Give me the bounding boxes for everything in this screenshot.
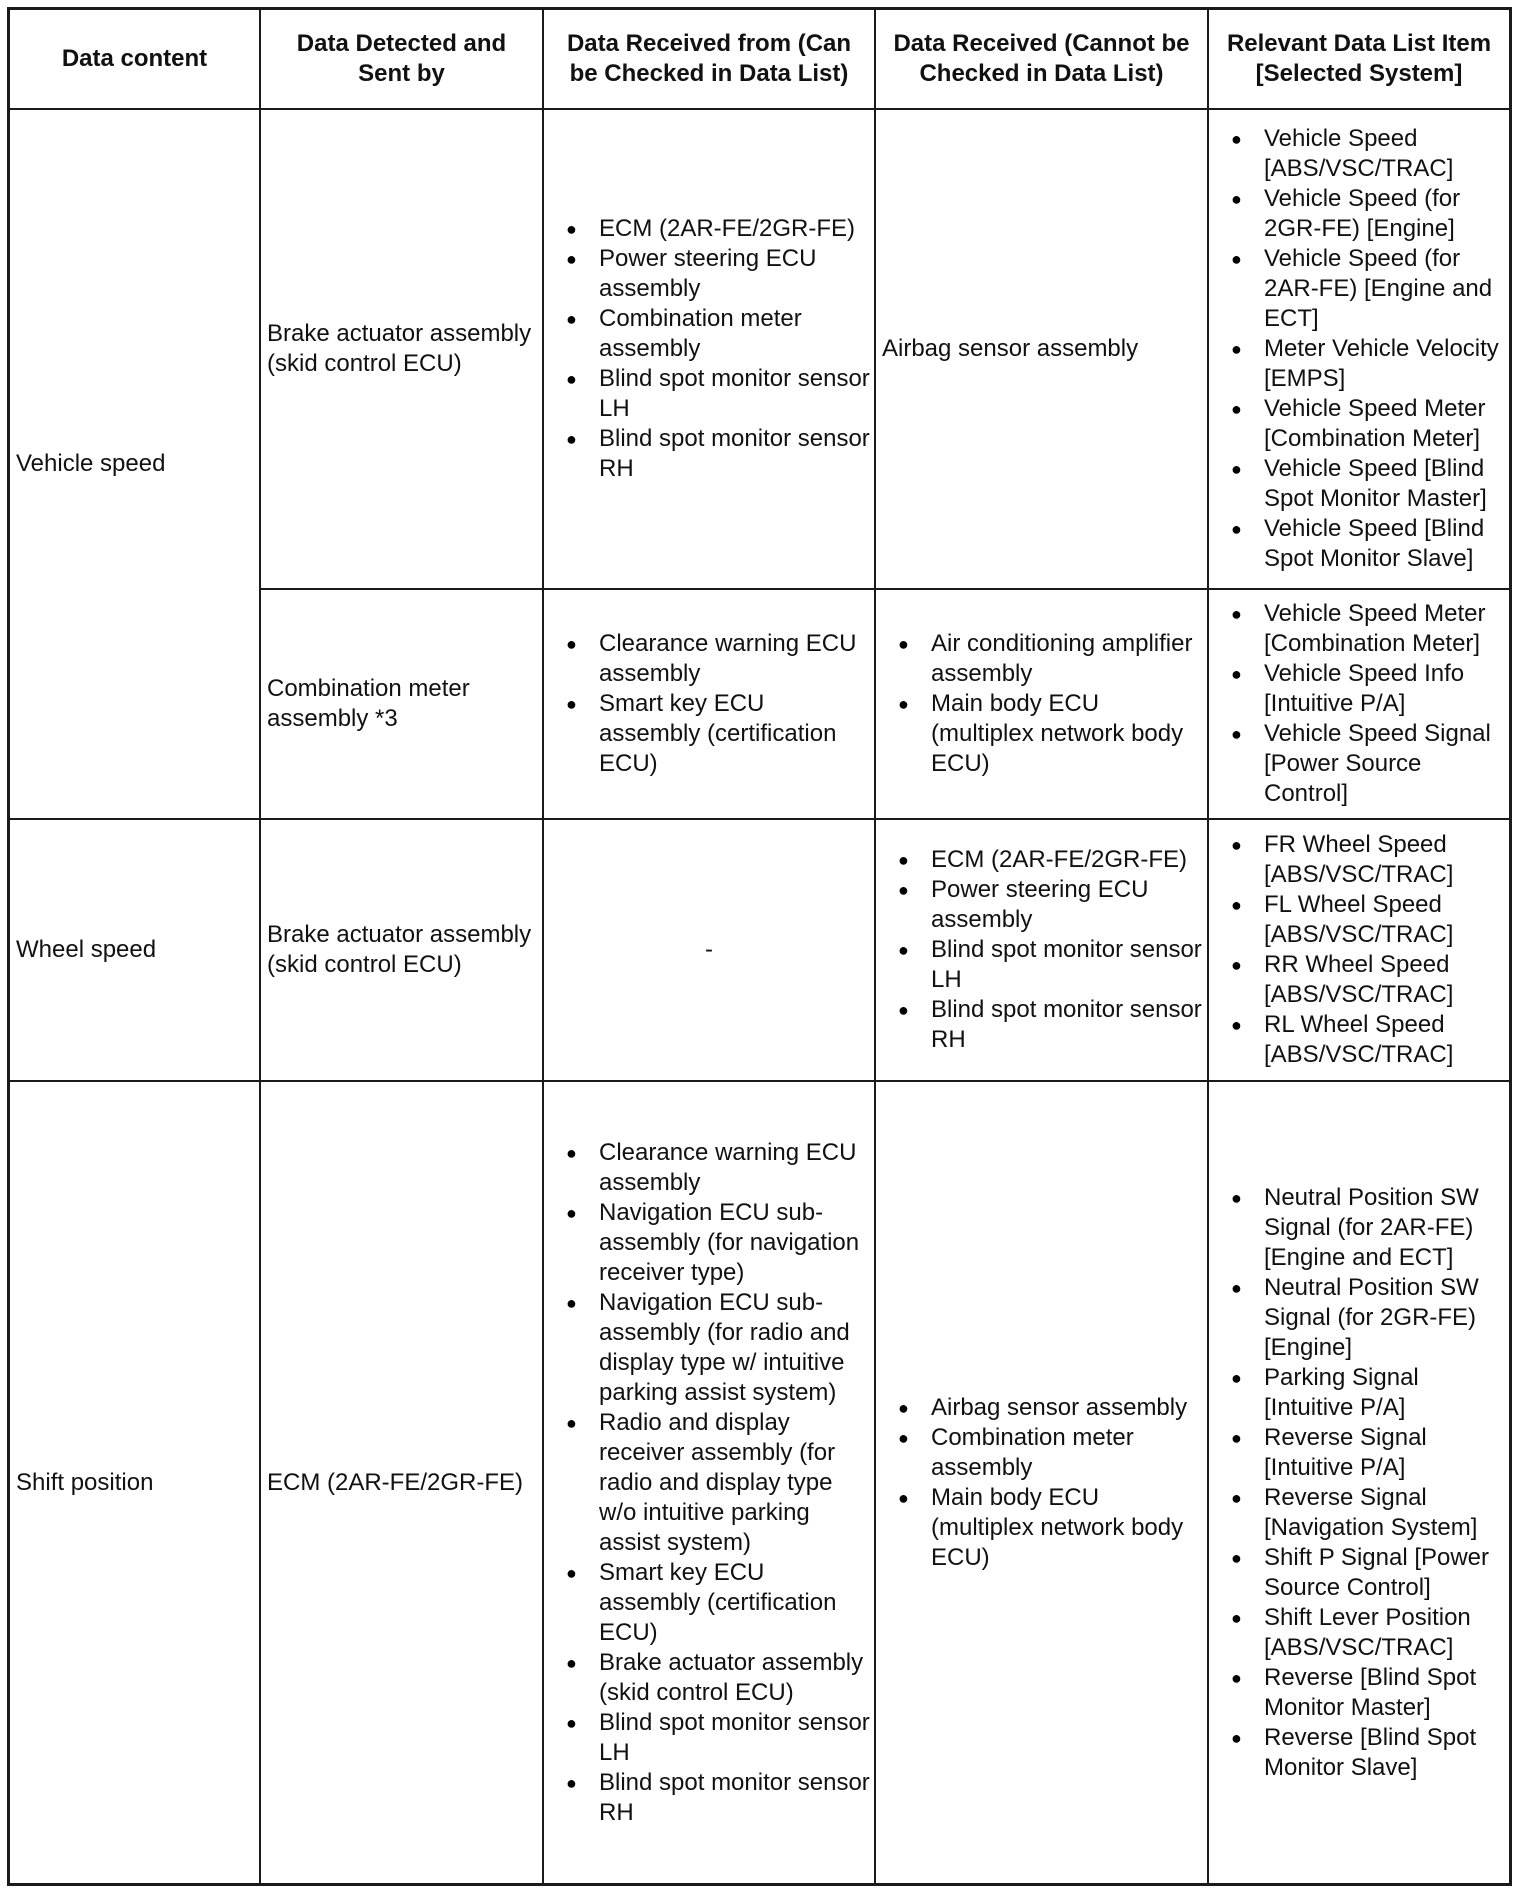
vehicle-speed-checkable-1-list bbox=[566, 214, 870, 484]
list-item bbox=[898, 875, 1203, 935]
list-item bbox=[566, 304, 870, 364]
list-item-text: ● Clearance warning ECU assembly bbox=[599, 630, 857, 687]
header-received-checkable bbox=[544, 10, 874, 108]
list-item-text: ● ECM (2AR-FE/2GR-FE) bbox=[599, 215, 856, 242]
header-data-content bbox=[10, 10, 259, 108]
wheel-speed-checkable-text: - bbox=[705, 936, 713, 963]
list-item bbox=[1231, 1543, 1505, 1603]
list-item bbox=[1231, 1423, 1505, 1483]
list-item-text: ● Vehicle Speed Meter [Combination Meter] bbox=[1264, 600, 1486, 657]
list-item-text: ● Clearance warning ECU assembly bbox=[599, 1138, 857, 1196]
vehicle-speed-uncheckable-1-text: Airbag sensor assembly bbox=[882, 335, 1139, 362]
list-item bbox=[1231, 599, 1505, 659]
list-item bbox=[1231, 1010, 1505, 1070]
list-item bbox=[566, 689, 870, 779]
list-item bbox=[566, 244, 870, 304]
list-item bbox=[566, 424, 870, 484]
shift-position-detected-by-text: ECM (2AR-FE/2GR-FE) bbox=[267, 1468, 524, 1496]
vehicle-speed-detected-by-1 bbox=[261, 110, 542, 588]
list-item bbox=[1231, 1723, 1505, 1783]
list-item bbox=[1231, 950, 1505, 1010]
vehicle-speed-checkable-2 bbox=[544, 590, 874, 818]
vehicle-speed-relevant-2 bbox=[1209, 590, 1509, 818]
shift-position-checkable bbox=[544, 1082, 874, 1883]
table-border-bottom bbox=[7, 1883, 1512, 1886]
list-item-text: ● Navigation ECU sub-assembly (for radio and display type w/ intuitive parking assist system) bbox=[599, 1288, 850, 1406]
list-item bbox=[566, 364, 870, 424]
list-item bbox=[1231, 334, 1505, 394]
list-item bbox=[1231, 514, 1505, 574]
shift-position-relevant bbox=[1209, 1082, 1509, 1883]
list-item-text: ● Blind spot monitor sensor LH bbox=[599, 1708, 870, 1766]
shift-position-relevant-list bbox=[1231, 1183, 1505, 1783]
list-item bbox=[1231, 124, 1505, 184]
list-item bbox=[1231, 830, 1505, 890]
wheel-speed-checkable bbox=[544, 820, 874, 1080]
list-item-text: ● RL Wheel Speed [ABS/VSC/TRAC] bbox=[1264, 1011, 1454, 1068]
list-item bbox=[566, 1198, 870, 1288]
header-relevant-item bbox=[1209, 10, 1509, 108]
list-item-text: ● Main body ECU (multiplex network body ECU) bbox=[931, 1483, 1184, 1571]
list-item bbox=[898, 935, 1203, 995]
list-item-text: ● Neutral Position SW Signal (for 2AR-FE) [Engine and ECT] bbox=[1264, 1183, 1479, 1271]
list-item bbox=[1231, 1273, 1505, 1363]
list-item bbox=[898, 1393, 1203, 1423]
header-detected-by-label: Data Detected and Sent by bbox=[296, 30, 507, 87]
shift-position-checkable-list bbox=[566, 1138, 870, 1828]
shift-position-content-text: Shift position bbox=[16, 1468, 154, 1496]
vehicle-speed-relevant-1-list bbox=[1231, 124, 1505, 574]
vehicle-speed-uncheckable-1 bbox=[876, 110, 1207, 588]
list-item bbox=[566, 1288, 870, 1408]
header-received-checkable-label: Data Received from (Can be Checked in Data List) bbox=[566, 30, 852, 87]
list-item bbox=[1231, 1603, 1505, 1663]
list-item-text: ● Blind spot monitor sensor LH bbox=[599, 365, 870, 422]
vehicle-speed-detected-by-2-text: Combination meter assembly *3 bbox=[267, 675, 470, 732]
list-item-text: ● Meter Vehicle Velocity [EMPS] bbox=[1264, 335, 1499, 392]
vehicle-speed-checkable-1 bbox=[544, 110, 874, 588]
list-item-text: ● Vehicle Speed [Blind Spot Monitor Slave] bbox=[1264, 515, 1485, 572]
wheel-speed-content bbox=[10, 820, 259, 1080]
list-item-text: ● Blind spot monitor sensor RH bbox=[599, 425, 870, 482]
list-item bbox=[1231, 1183, 1505, 1273]
list-item-text: ● Combination meter assembly bbox=[931, 1423, 1134, 1481]
list-item-text: ● Vehicle Speed Signal [Power Source Control] bbox=[1264, 720, 1491, 807]
header-relevant-item-label: Relevant Data List Item [Selected System] bbox=[1226, 30, 1492, 87]
list-item-text: ● FL Wheel Speed [ABS/VSC/TRAC] bbox=[1264, 891, 1454, 948]
header-data-content-label: Data content bbox=[61, 45, 208, 72]
list-item bbox=[1231, 244, 1505, 334]
list-item bbox=[1231, 1363, 1505, 1423]
list-item bbox=[566, 1558, 870, 1648]
vehicle-speed-relevant-2-list bbox=[1231, 599, 1505, 809]
wheel-speed-relevant bbox=[1209, 820, 1509, 1080]
list-item-text: ● ECM (2AR-FE/2GR-FE) bbox=[931, 846, 1188, 873]
shift-position-detected-by bbox=[261, 1082, 542, 1883]
list-item-text: ● Radio and display receiver assembly (for radio and display type w/o intuitive parking assist system) bbox=[599, 1408, 836, 1556]
list-item bbox=[1231, 719, 1505, 809]
list-item-text: ● Power steering ECU assembly bbox=[931, 876, 1149, 933]
wheel-speed-content-text: Wheel speed bbox=[16, 936, 157, 963]
list-item bbox=[566, 629, 870, 689]
list-item bbox=[898, 629, 1203, 689]
list-item-text: ● Shift P Signal [Power Source Control] bbox=[1264, 1543, 1490, 1601]
header-received-uncheckable bbox=[876, 10, 1207, 108]
list-item bbox=[1231, 890, 1505, 950]
wheel-speed-detected-by-text: Brake actuator assembly (skid control ECU) bbox=[267, 921, 532, 978]
list-item bbox=[898, 995, 1203, 1055]
list-item-text: ● Airbag sensor assembly bbox=[931, 1393, 1188, 1421]
list-item-text: ● Combination meter assembly bbox=[599, 305, 802, 362]
list-item-text: ● Vehicle Speed [ABS/VSC/TRAC] bbox=[1264, 125, 1454, 182]
list-item bbox=[1231, 184, 1505, 244]
shift-position-content bbox=[10, 1082, 259, 1883]
list-item-text: ● Vehicle Speed Info [Intuitive P/A] bbox=[1264, 660, 1465, 717]
list-item-text: ● Reverse [Blind Spot Monitor Master] bbox=[1264, 1663, 1477, 1721]
list-item-text: ● Parking Signal [Intuitive P/A] bbox=[1264, 1363, 1419, 1421]
list-item bbox=[566, 214, 870, 244]
list-item-text: ● Power steering ECU assembly bbox=[599, 245, 817, 302]
vehicle-speed-uncheckable-2-list bbox=[898, 629, 1203, 779]
list-item-text: ● Vehicle Speed (for 2AR-FE) [Engine and ECT] bbox=[1264, 245, 1493, 332]
wheel-speed-detected-by bbox=[261, 820, 542, 1080]
list-item bbox=[898, 689, 1203, 779]
list-item-text: ● Vehicle Speed Meter [Combination Meter] bbox=[1264, 395, 1486, 452]
wheel-speed-relevant-list bbox=[1231, 830, 1505, 1070]
wheel-speed-uncheckable bbox=[876, 820, 1207, 1080]
list-item-text: ● Air conditioning amplifier assembly bbox=[931, 630, 1193, 687]
header-detected-by bbox=[261, 10, 542, 108]
list-item bbox=[1231, 394, 1505, 454]
list-item bbox=[566, 1708, 870, 1768]
list-item bbox=[566, 1138, 870, 1198]
list-item bbox=[566, 1408, 870, 1558]
list-item-text: ● Neutral Position SW Signal (for 2GR-FE) [Engine] bbox=[1264, 1273, 1479, 1361]
vehicle-speed-detected-by-2 bbox=[261, 590, 542, 818]
list-item bbox=[566, 1648, 870, 1708]
list-item-text: ● Reverse [Blind Spot Monitor Slave] bbox=[1264, 1723, 1477, 1781]
vehicle-speed-checkable-2-list bbox=[566, 629, 870, 779]
list-item bbox=[898, 1423, 1203, 1483]
wheel-speed-uncheckable-list bbox=[898, 845, 1203, 1055]
list-item-text: ● RR Wheel Speed [ABS/VSC/TRAC] bbox=[1264, 951, 1454, 1008]
shift-position-uncheckable bbox=[876, 1082, 1207, 1883]
list-item-text: ● Vehicle Speed (for 2GR-FE) [Engine] bbox=[1264, 185, 1461, 242]
list-item bbox=[1231, 1663, 1505, 1723]
list-item bbox=[566, 1768, 870, 1828]
list-item-text: ● Smart key ECU assembly (certification ECU) bbox=[599, 690, 837, 777]
list-item bbox=[1231, 659, 1505, 719]
list-item-text: ● FR Wheel Speed [ABS/VSC/TRAC] bbox=[1264, 831, 1454, 888]
list-item-text: ● Navigation ECU sub-assembly (for navigation receiver type) bbox=[599, 1198, 860, 1286]
list-item-text: ● Brake actuator assembly (skid control ECU) bbox=[599, 1648, 864, 1706]
list-item-text: ● Blind spot monitor sensor RH bbox=[931, 996, 1202, 1053]
list-item-text: ● Reverse Signal [Navigation System] bbox=[1264, 1483, 1478, 1541]
list-item bbox=[1231, 1483, 1505, 1543]
list-item-text: ● Reverse Signal [Intuitive P/A] bbox=[1264, 1423, 1427, 1481]
list-item-text: ● Blind spot monitor sensor LH bbox=[931, 936, 1202, 993]
list-item-text: ● Shift Lever Position [ABS/VSC/TRAC] bbox=[1264, 1603, 1471, 1661]
list-item bbox=[1231, 454, 1505, 514]
list-item-text: ● Smart key ECU assembly (certification ECU) bbox=[599, 1558, 837, 1646]
list-item bbox=[898, 845, 1203, 875]
table-border-right bbox=[1509, 7, 1512, 1886]
vehicle-speed-relevant-1 bbox=[1209, 110, 1509, 588]
vehicle-speed-content-text: Vehicle speed bbox=[16, 450, 166, 477]
list-item-text: ● Vehicle Speed [Blind Spot Monitor Master] bbox=[1264, 455, 1487, 512]
shift-position-uncheckable-list bbox=[898, 1393, 1203, 1573]
list-item-text: ● Main body ECU (multiplex network body ECU) bbox=[931, 690, 1184, 777]
vehicle-speed-detected-by-1-text: Brake actuator assembly (skid control ECU) bbox=[267, 320, 532, 377]
list-item-text: ● Blind spot monitor sensor RH bbox=[599, 1768, 870, 1826]
header-received-uncheckable-label: Data Received (Cannot be Checked in Data List) bbox=[893, 30, 1190, 87]
vehicle-speed-content bbox=[10, 110, 259, 818]
list-item bbox=[898, 1483, 1203, 1573]
vehicle-speed-uncheckable-2 bbox=[876, 590, 1207, 818]
